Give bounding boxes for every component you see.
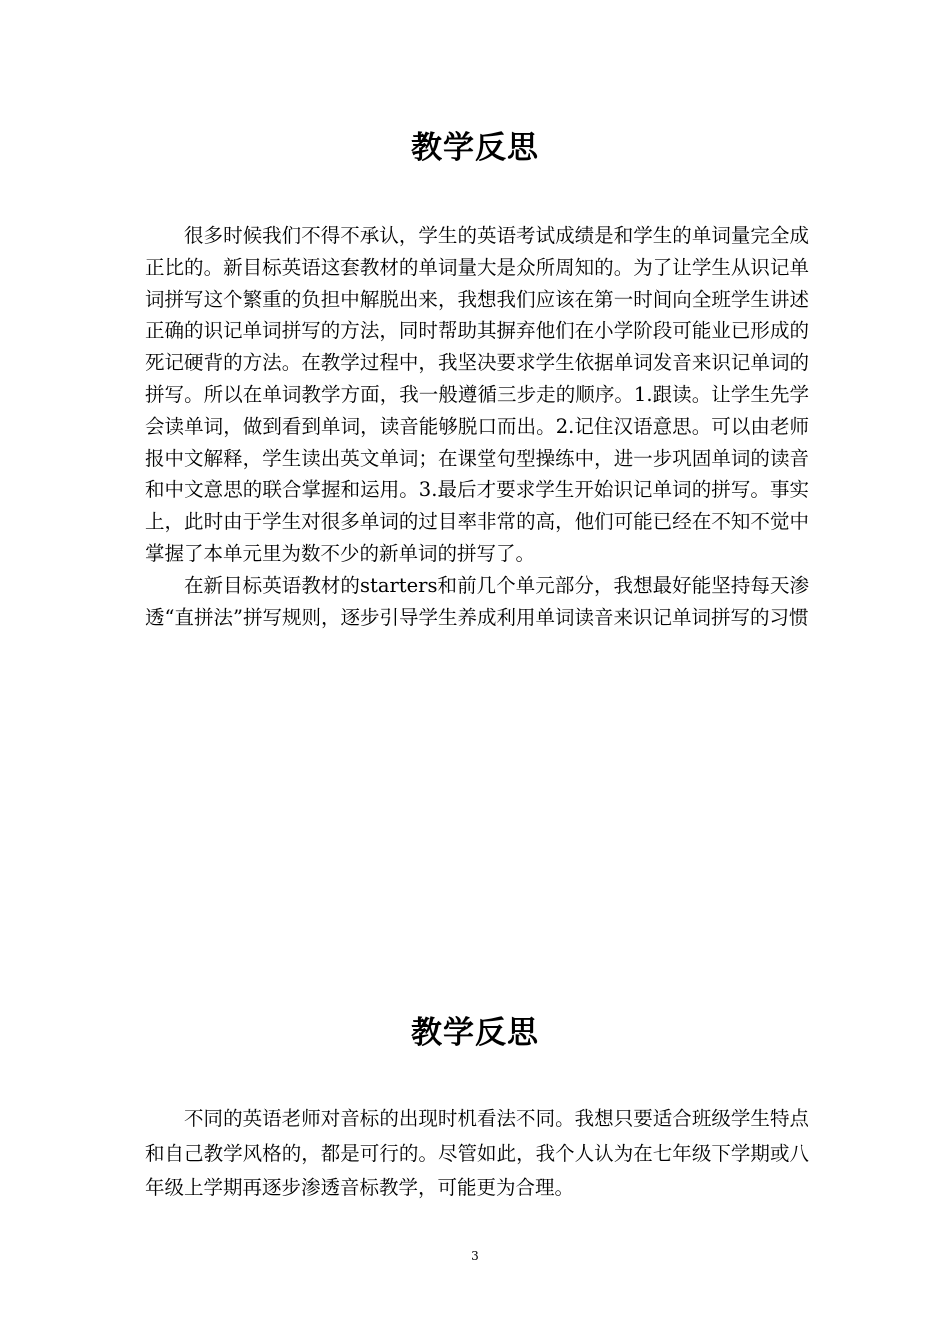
section-title: 教学反思 <box>411 1015 539 1051</box>
section-title: 教学反思 <box>411 130 539 166</box>
body-paragraph: 很多时候我们不得不承认，学生的英语考试成绩是和学生的单词量完全成正比的。新目标英语这套教材的单词量大是众所周知的。为了让学生从识记单词拼写这个繁重的负担中解脱出来，我想我们应该在第一时间向全班学生讲述正确的识记单词拼写的方法，同时帮助其摒弃他们在小学阶段可能业已形成的死记硬背的方法。在教学过程中，我坚决要求学生依据单词发音来识记单词的拼写。所以在单词教学方面，我一般遵循三步走的顺序。1.跟读。让学生先学会读单词，做到看到单词，读音能够脱口而出。2.记住汉语意思。可以由老师报中文解释，学生读出英文单词；在课堂句型操练中，进一步巩固单词的读音和中文意思的联合掌握和运用。3.最后才要求学生开始识记单词的拼写。事实上，此时由于学生对很多单词的过目率非常的高，他们可能已经在不知不觉中掌握了本单元里为数不少的新单词的拼写了。 <box>145 224 809 565</box>
body-paragraph: 不同的英语老师对音标的出现时机看法不同。我想只要适合班级学生特点和自己教学风格的，都是可行的。尽管如此，我个人认为在七年级下学期或八年级上学期再逐步渗透音标教学，可能更为合理。 <box>145 1107 809 1199</box>
page-number: 3 <box>471 1249 479 1263</box>
section-body <box>145 1102 809 1206</box>
section-body <box>145 220 809 633</box>
body-paragraph: 在新目标英语教材的starters和前几个单元部分，我想最好能坚持每天渗透“直拼法”拼写规则，逐步引导学生养成利用单词读音来识记单词拼写的习惯 <box>145 573 809 629</box>
